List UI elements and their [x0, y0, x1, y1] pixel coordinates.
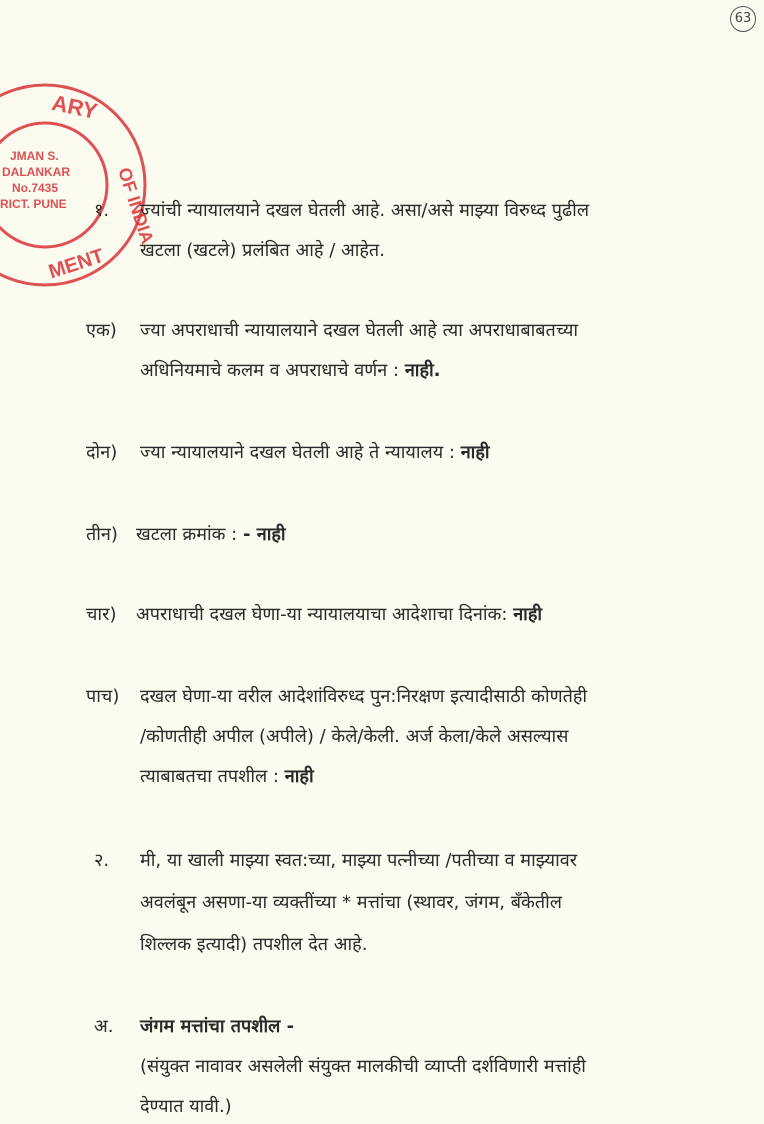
page-number: 63 [730, 6, 756, 32]
item-ek-value: नाही. [404, 360, 441, 381]
section1-marker: १. [94, 200, 110, 221]
svg-text:DALANKAR: DALANKAR [2, 165, 70, 179]
svg-text:MENT: MENT [45, 244, 107, 284]
svg-text:No.7435: No.7435 [12, 181, 59, 195]
item-teen-value: - नाही [242, 524, 286, 545]
official-seal-stamp [0, 80, 158, 290]
svg-text:ARY: ARY [49, 89, 100, 124]
section2-line1: मी, या खाली माझ्या स्वत:च्या, माझ्या पत्नीच्या /पतीच्या व माझ्यावर [140, 850, 578, 871]
item-pach-line3 [140, 764, 314, 788]
section1-line2: खटला (खटले) प्रलंबित आहे / आहेत. [140, 240, 385, 261]
item-char-line1 [136, 602, 542, 626]
item-don-line1 [140, 440, 490, 464]
item-char-value: नाही [513, 604, 543, 625]
svg-text:RICT. PUNE: RICT. PUNE [0, 197, 67, 211]
item-pach-line1: दखल घेणा-या वरील आदेशांविरुध्द पुन:निरक्षण इत्यादीसाठी कोणतेही [140, 686, 588, 707]
section-a-heading: जंगम मत्तांचा तपशील - [140, 1016, 295, 1037]
svg-text:OF INDIA: OF INDIA [114, 165, 158, 247]
item-pach-value: नाही [284, 766, 314, 787]
item-teen-line1 [136, 522, 286, 546]
section-a-line2: देण्यात यावी.) [140, 1096, 232, 1117]
item-don-value: नाही [460, 442, 490, 463]
item-ek-marker: एक) [86, 320, 117, 341]
item-ek-line1: ज्या अपराधाची न्यायालयाने दखल घेतली आहे त्या अपराधाबाबतच्या [140, 320, 579, 341]
item-don-marker: दोन) [86, 442, 118, 463]
item-teen-label: खटला क्रमांक : [136, 524, 238, 545]
item-don-label: ज्या न्यायालयाने दखल घेतली आहे ते न्यायालय : [140, 442, 455, 463]
item-pach-marker: पाच) [86, 686, 120, 707]
section-a-marker: अ. [94, 1016, 114, 1037]
item-teen-marker: तीन) [86, 524, 118, 545]
item-char-marker: चार) [86, 604, 117, 625]
section2-line2: अवलंबून असणा-या व्यक्तींच्या * मत्तांचा (स्थावर, जंगम, बॅंकेतील [140, 892, 562, 913]
item-pach-label: त्याबाबतचा तपशील : [140, 766, 279, 787]
item-ek-label: अधिनियमाचे कलम व अपराधाचे वर्णन : [140, 360, 400, 381]
section1-line1: ज्यांची न्यायालयाने दखल घेतली आहे. असा/असे माझ्या विरुध्द पुढील [140, 200, 590, 221]
section2-marker: २. [94, 850, 110, 871]
svg-text:JMAN S.: JMAN S. [10, 149, 59, 163]
section-a-line1: (संयुक्त नावावर असलेली संयुक्त मालकीची व्याप्ती दर्शविणारी मत्तांही [140, 1056, 586, 1077]
item-pach-line2: /कोणतीही अपील (अपीले) / केले/केली. अर्ज केला/केले असल्यास [140, 726, 569, 747]
section2-line3: शिल्लक इत्यादी) तपशील देत आहे. [140, 934, 368, 955]
item-char-label: अपराधाची दखल घेणा-या न्यायालयाचा आदेशाचा दिनांक: [136, 604, 508, 625]
item-ek-line2 [140, 358, 441, 382]
